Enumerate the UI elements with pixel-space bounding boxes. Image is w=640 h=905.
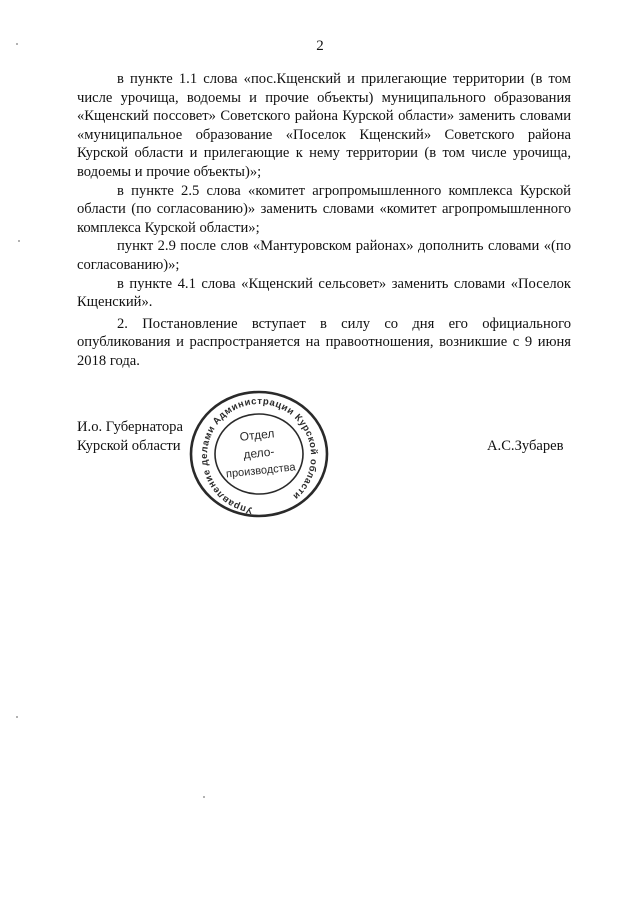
signer-title-line-2: Курской области bbox=[77, 438, 181, 454]
paragraph-item-1-1: в пункте 1.1 слова «пос.Кщенский и прилегающие территории (в том числе урочища, водоемы и прочие объекты) муниципального образования «Кщенский поссовет» Советского района Курской области» заменить словами «муниципальное образование «Поселок Кщенский» Советского района Курской области и прилегающие к нему территории (в том числе урочища, водоемы и прочие объекты)»; bbox=[77, 71, 571, 180]
scan-speck bbox=[203, 796, 205, 798]
stamp-center-line-1: Отдел bbox=[239, 426, 276, 444]
scan-speck bbox=[18, 240, 20, 242]
scan-speck bbox=[16, 716, 18, 718]
paragraph-item-2-5: в пункте 2.5 слова «комитет агропромышленного комплекса Курской области (по согласованию)» заменить словами «комитет агропромышленного комплекса Курской области»; bbox=[77, 182, 571, 236]
page-number: 2 bbox=[316, 38, 324, 54]
signer-title bbox=[77, 418, 183, 456]
signer-title-line-1: И.о. Губернатора bbox=[77, 419, 183, 435]
paragraph-item-4-1: в пункте 4.1 слова «Кщенский сельсовет» заменить словами «Поселок Кщенский». bbox=[77, 275, 571, 311]
scan-speck bbox=[16, 43, 18, 45]
stamp-ring-text: Управление делами Администрации Курской области bbox=[198, 395, 320, 516]
stamp-center-line-2: дело- bbox=[242, 444, 276, 462]
signer-name: А.С.Зубарев bbox=[487, 438, 564, 454]
paragraph-item-2-9: пункт 2.9 после слов «Мантуровском районах» дополнить словами «(по согласованию)»; bbox=[77, 238, 571, 273]
official-stamp bbox=[186, 388, 332, 520]
paragraph-effective-date: 2. Постановление вступает в силу со дня его официального опубликования и распространяется на правоотношения, возникшие с 9 июня 2018 года. bbox=[77, 315, 571, 369]
stamp-center-line-3: производства bbox=[225, 461, 297, 481]
document-body bbox=[77, 70, 571, 371]
